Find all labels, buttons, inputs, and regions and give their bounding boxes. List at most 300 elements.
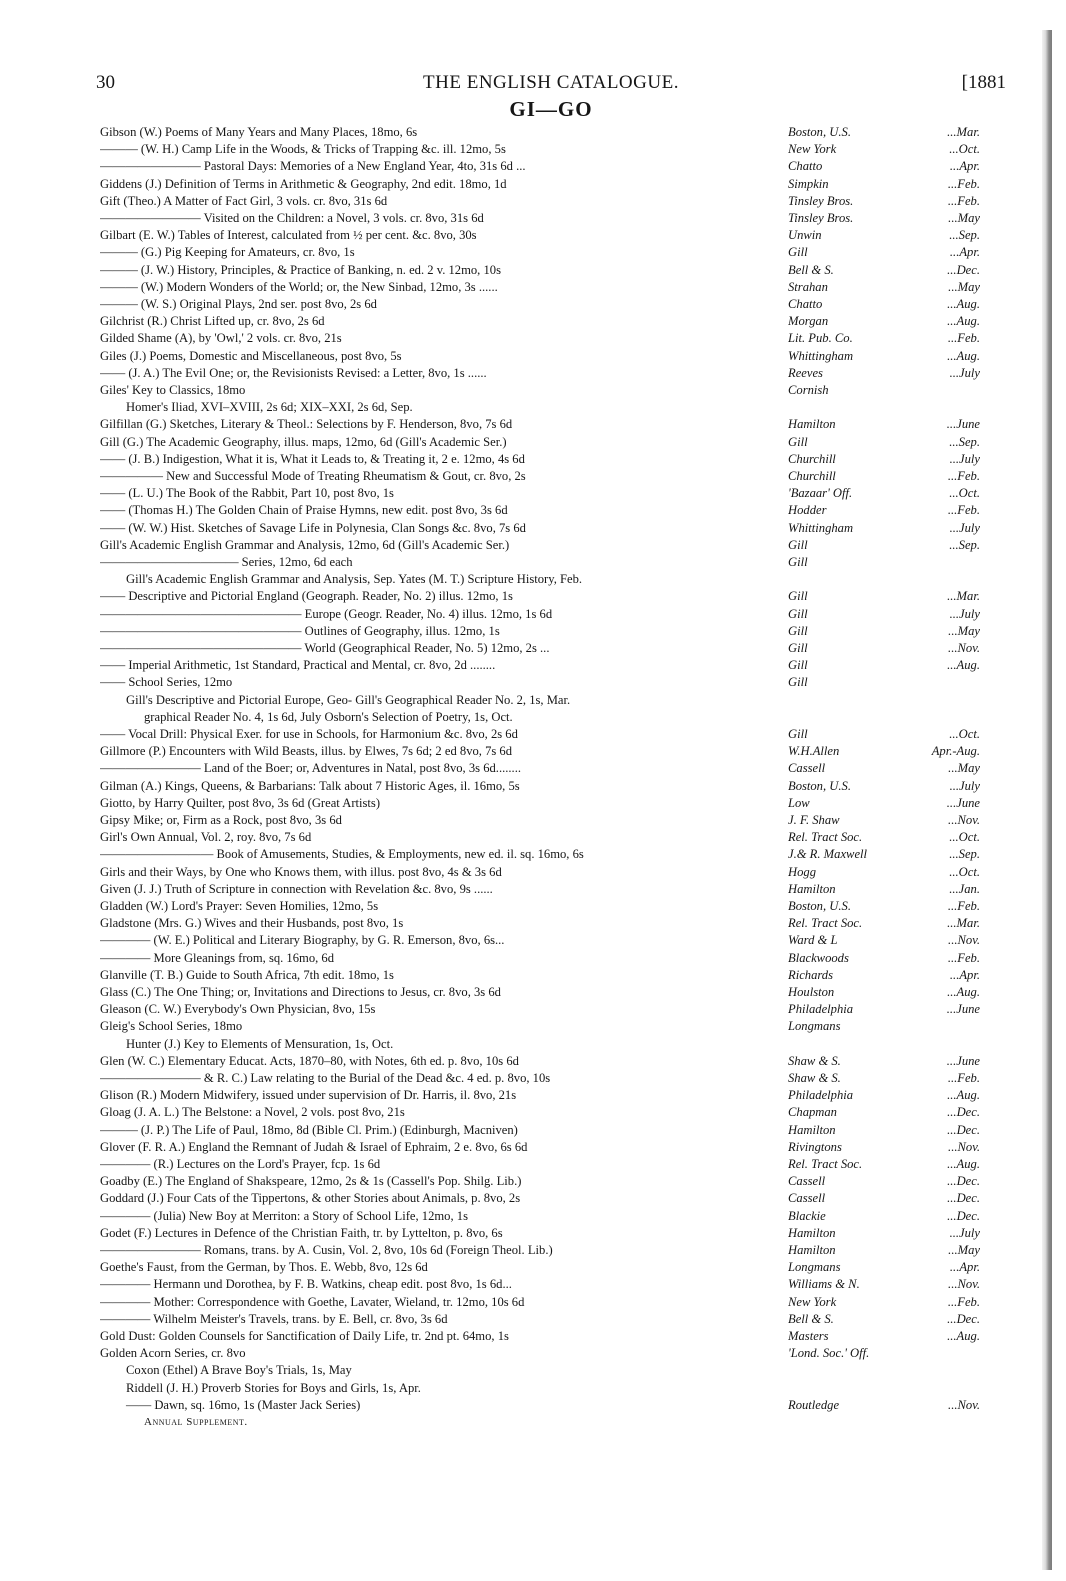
- entry-publisher: [788, 330, 980, 347]
- entry-title: Glison (R.) Modern Midwifery, issued under supervision of Dr. Harris, il. 8vo, 21s: [100, 1088, 517, 1103]
- entry-month: ...Feb.: [947, 1294, 980, 1309]
- entry-publisher: [788, 984, 980, 1001]
- entry-title: Glover (F. R. A.) England the Remnant of Judah & Israel of Ephraim, 2 e. 8vo, 6s 6d: [100, 1139, 528, 1154]
- entry-publisher: [788, 262, 980, 279]
- catalogue-entry: [100, 932, 980, 949]
- entry-title: —— (W. W.) Hist. Sketches of Savage Life in Polynesia, Clan Songs &c. 8vo, 7s 6d: [100, 520, 526, 535]
- catalogue-entry: [100, 674, 980, 691]
- entry-publisher: [788, 1190, 980, 1207]
- entry-title: Gloag (J. A. L.) The Belstone: a Novel, 2 vols. post 8vo, 21s: [100, 1105, 405, 1120]
- entry-month: ...Aug.: [947, 348, 980, 363]
- catalogue-entry: [100, 709, 980, 726]
- entry-title: Gilman (A.) Kings, Queens, & Barbarians: Talk about 7 Historic Ages, il. 16mo, 5s: [100, 778, 520, 793]
- running-header: [96, 72, 1006, 94]
- catalogue-entry: [100, 537, 980, 554]
- publisher-name: Blackwoods: [788, 950, 849, 965]
- catalogue-entry: [100, 451, 980, 468]
- entry-publisher: [788, 950, 980, 967]
- catalogue-entry: [100, 1362, 980, 1379]
- entry-publisher: [788, 881, 980, 898]
- publisher-name: Ward & L: [788, 933, 838, 948]
- publisher-name: Gill: [788, 589, 808, 604]
- entry-publisher: [788, 726, 980, 743]
- catalogue-entry: [100, 864, 980, 881]
- entry-publisher: [788, 1173, 980, 1190]
- entry-month: ...July: [949, 778, 980, 793]
- entry-title: Gift (Theo.) A Matter of Fact Girl, 3 vols. cr. 8vo, 31s 6d: [100, 193, 388, 208]
- entry-publisher: [788, 1276, 980, 1293]
- entry-publisher: [788, 1345, 980, 1362]
- entry-title: Giddens (J.) Definition of Terms in Arithmetic & Geography, 2nd edit. 18mo, 1d: [100, 176, 507, 191]
- entry-title: ———— Hermann und Dorothea, by F. B. Watkins, cheap edit. post 8vo, 1s 6d...: [100, 1277, 512, 1292]
- entry-month: ...Nov.: [948, 813, 980, 827]
- entry-title: —— School Series, 12mo: [100, 675, 233, 690]
- publisher-name: Strahan: [788, 279, 828, 294]
- entry-month: ...May: [948, 761, 980, 776]
- entry-publisher: [788, 588, 980, 605]
- publisher-name: Tinsley Bros.: [788, 193, 854, 208]
- catalogue-entry: [100, 313, 980, 330]
- entry-title: ——— (J. W.) History, Principles, & Practice of Banking, n. ed. 2 v. 12mo, 10s: [100, 262, 501, 277]
- catalogue-entry: [100, 950, 980, 967]
- year-marker: [1881: [961, 72, 1006, 93]
- catalogue-entry: [100, 881, 980, 898]
- entry-title: —— (J. A.) The Evil One; or, the Revisionists Revised: a Letter, 8vo, 1s ......: [100, 365, 487, 380]
- publisher-name: Shaw & S.: [788, 1053, 841, 1068]
- publisher-name: Hogg: [788, 864, 816, 879]
- entry-month: ...Feb.: [947, 899, 980, 913]
- publisher-name: Bell & S.: [788, 262, 834, 277]
- entry-month: ...Sep.: [949, 537, 980, 552]
- entry-title: Riddell (J. H.) Proverb Stories for Boys and Girls, 1s, Apr.: [126, 1380, 421, 1395]
- entry-title: ————————— Book of Amusements, Studies, & Employments, new ed. il. sq. 16mo, 6s: [100, 847, 584, 862]
- catalogue-entry: [100, 657, 980, 674]
- entry-title: Gilchrist (R.) Christ Lifted up, cr. 8vo, 2s 6d: [100, 314, 325, 329]
- publisher-name: 'Bazaar' Off.: [788, 486, 853, 501]
- publisher-name: J.& R. Maxwell: [788, 847, 868, 862]
- entry-title: ———————————————— Outlines of Geography, illus. 12mo, 1s: [100, 623, 500, 638]
- publisher-name: Philadelphia: [788, 1002, 854, 1017]
- entry-publisher: [788, 141, 980, 158]
- entry-publisher: [788, 743, 980, 760]
- entry-title: Godet (F.) Lectures in Defence of the Christian Faith, tr. by Lyttelton, p. 8vo, 6s: [100, 1225, 503, 1240]
- entry-title: Goadby (E.) The England of Shakspeare, 12mo, 2s & 1s (Cassell's Pop. Shilg. Lib.): [100, 1174, 522, 1189]
- catalogue-entry: [100, 967, 980, 984]
- catalogue-entry: [100, 434, 980, 451]
- entry-publisher: [788, 210, 980, 227]
- publisher-name: Boston, U.S.: [788, 778, 851, 793]
- publisher-name: Gill: [788, 641, 808, 655]
- publisher-name: Masters: [788, 1329, 829, 1343]
- catalogue-entry: [100, 210, 980, 227]
- catalogue-entry: [100, 1173, 980, 1190]
- catalogue-entry: [100, 1018, 980, 1035]
- catalogue-entry: [100, 330, 980, 347]
- entry-publisher: [788, 1328, 980, 1345]
- catalogue-entry: [100, 846, 980, 863]
- publisher-name: Chapman: [788, 1105, 837, 1120]
- entry-title: Gilfillan (G.) Sketches, Literary & Theol.: Selections by F. Henderson, 8vo, 7s 6d: [100, 417, 513, 432]
- entry-title: —— Dawn, sq. 16mo, 1s (Master Jack Series): [126, 1397, 361, 1412]
- catalogue-entry: [100, 1156, 980, 1173]
- catalogue-entry: [100, 760, 980, 777]
- publisher-name: Cornish: [788, 383, 829, 397]
- entry-title: Gillmore (P.) Encounters with Wild Beasts, illus. by Elwes, 7s 6d; 2 ed 8vo, 7s 6d: [100, 744, 513, 759]
- catalogue-entry: [100, 416, 980, 433]
- publisher-name: Whittingham: [788, 520, 854, 535]
- entry-publisher: [788, 1053, 980, 1070]
- entry-month: ...Oct.: [949, 864, 980, 879]
- entry-month: ...Feb.: [947, 176, 980, 191]
- catalogue-entry: [100, 485, 980, 502]
- catalogue-entry: [100, 1259, 980, 1276]
- catalogue-entry: [100, 1087, 980, 1104]
- publisher-name: W.H.Allen: [788, 744, 840, 759]
- entry-title: Hunter (J.) Key to Elements of Mensuration, 1s, Oct.: [126, 1036, 394, 1051]
- entry-publisher: [788, 227, 980, 244]
- entry-publisher: [788, 485, 980, 502]
- publisher-name: Gill: [788, 434, 808, 449]
- entry-title: —— Imperial Arithmetic, 1st Standard, Practical and Mental, cr. 8vo, 2d ........: [100, 658, 496, 673]
- entry-month: ...May: [948, 211, 980, 225]
- catalogue-entry: [100, 692, 980, 709]
- entry-month: ...Apr.: [949, 1260, 980, 1275]
- publisher-name: Churchill: [788, 451, 836, 466]
- catalogue-entry: [100, 1242, 980, 1259]
- entry-month: ...Dec.: [947, 1311, 980, 1326]
- entry-publisher: [788, 124, 980, 141]
- entry-publisher: [788, 760, 980, 777]
- entry-month: ...July: [949, 365, 980, 380]
- entry-publisher: [788, 348, 980, 365]
- entry-title: Gill's Descriptive and Pictorial Europe, Geo- Gill's Geographical Reader No. 2, 1s, Mar.: [126, 692, 571, 707]
- entry-publisher: [788, 1225, 980, 1242]
- publisher-name: Bell & S.: [788, 1311, 834, 1326]
- entry-month: ...July: [949, 606, 980, 621]
- catalogue-entry: [100, 365, 980, 382]
- entry-month: ...Aug.: [947, 297, 980, 311]
- publisher-name: New York: [788, 1294, 837, 1309]
- entry-publisher: [788, 1397, 980, 1414]
- entry-month: ...Feb.: [947, 331, 980, 346]
- entry-publisher: [788, 502, 980, 519]
- entry-publisher: [788, 1311, 980, 1328]
- publisher-name: Churchill: [788, 469, 836, 483]
- publisher-name: Gill: [788, 623, 808, 638]
- entry-publisher: [788, 158, 980, 175]
- publisher-name: Cassell: [788, 1174, 826, 1189]
- entry-publisher: [788, 829, 980, 846]
- entry-month: ...Mar.: [947, 125, 980, 139]
- catalogue-entry: [100, 640, 980, 657]
- publisher-name: Gill: [788, 606, 808, 621]
- entry-publisher: [788, 537, 980, 554]
- entry-month: Apr.-Aug.: [931, 744, 980, 759]
- entry-month: ...Aug.: [947, 1157, 980, 1171]
- entry-title: Gladstone (Mrs. G.) Wives and their Husbands, post 8vo, 1s: [100, 916, 404, 931]
- catalogue-entry: [100, 915, 980, 932]
- entry-title: Gilded Shame (A), by 'Owl,' 2 vols. cr. 8vo, 21s: [100, 331, 342, 346]
- entry-month: ...Nov.: [948, 1277, 980, 1292]
- entry-month: ...Dec.: [947, 1174, 980, 1189]
- entry-month: ...Oct.: [949, 142, 980, 157]
- entry-title: Gilbart (E. W.) Tables of Interest, calculated from ½ per cent. &c. 8vo, 30s: [100, 228, 477, 243]
- catalogue-entry: [100, 984, 980, 1001]
- catalogue-entry: [100, 743, 980, 760]
- catalogue-entry: [100, 623, 980, 640]
- publisher-name: Chatto: [788, 159, 823, 174]
- publisher-name: Rel. Tract Soc.: [788, 1157, 863, 1171]
- entry-publisher: [788, 1139, 980, 1156]
- entry-publisher: [788, 1259, 980, 1276]
- catalogue-entry: [100, 829, 980, 846]
- entry-publisher: [788, 932, 980, 949]
- entry-month: ...July: [949, 451, 980, 466]
- publisher-name: Hamilton: [788, 881, 836, 896]
- publisher-name: Richards: [788, 967, 834, 982]
- catalogue-entry: [100, 193, 980, 210]
- entry-month: ...Oct.: [949, 830, 980, 845]
- publisher-name: Gill: [788, 658, 808, 673]
- catalogue-entry: [100, 554, 980, 571]
- entry-title: Girls and their Ways, by One who Knows them, with illus. post 8vo, 4s & 3s 6d: [100, 864, 502, 879]
- entry-month: ...Mar.: [947, 589, 980, 604]
- catalogue-entry: [100, 606, 980, 623]
- entry-publisher: [788, 1070, 980, 1087]
- entry-publisher: [788, 1087, 980, 1104]
- publisher-name: Lit. Pub. Co.: [788, 331, 853, 346]
- entry-publisher: [788, 623, 980, 640]
- entry-title: ———————— Pastoral Days: Memories of a New England Year, 4to, 31s 6d ...: [100, 159, 526, 174]
- entry-month: ...May: [948, 279, 980, 294]
- entry-publisher: [788, 313, 980, 330]
- publisher-name: Boston, U.S.: [788, 125, 851, 139]
- entry-title: ——— (W. S.) Original Plays, 2nd ser. post 8vo, 2s 6d: [100, 297, 377, 311]
- publisher-name: Hamilton: [788, 1225, 836, 1240]
- entry-title: ——— (W. H.) Camp Life in the Woods, & Tricks of Trapping &c. ill. 12mo, 5s: [100, 142, 506, 157]
- entry-month: ...Sep.: [949, 228, 980, 243]
- entry-title: ——— (W.) Modern Wonders of the World; or, the New Sinbad, 12mo, 3s ......: [100, 279, 498, 294]
- publisher-name: Hamilton: [788, 1243, 836, 1257]
- entry-publisher: [788, 416, 980, 433]
- entry-month: ...Feb.: [947, 950, 980, 965]
- entry-title: Gladden (W.) Lord's Prayer: Seven Homilies, 12mo, 5s: [100, 899, 379, 913]
- entry-title: Gill's Academic English Grammar and Analysis, 12mo, 6d (Gill's Academic Ser.): [100, 537, 510, 552]
- entry-month: ...Sep.: [949, 434, 980, 449]
- entry-title: Homer's Iliad, XVI–XVIII, 2s 6d; XIX–XXI, 2s 6d, Sep.: [126, 400, 413, 415]
- catalogue-entry: [100, 502, 980, 519]
- entry-month: ...Nov.: [948, 933, 980, 948]
- publisher-name: Longmans: [788, 1260, 841, 1275]
- entry-publisher: [788, 640, 980, 657]
- entry-title: ———————— Land of the Boer; or, Adventures in Natal, post 8vo, 3s 6d........: [100, 761, 521, 776]
- catalogue-entry: [100, 795, 980, 812]
- entry-month: ...Dec.: [947, 1191, 980, 1206]
- catalogue-entry: [100, 1190, 980, 1207]
- publisher-name: Blackie: [788, 1208, 826, 1223]
- publisher-name: Rel. Tract Soc.: [788, 916, 863, 931]
- entry-title: —— (L. U.) The Book of the Rabbit, Part 10, post 8vo, 1s: [100, 486, 394, 501]
- entry-publisher: [788, 606, 980, 623]
- entry-title: graphical Reader No. 4, 1s 6d, July Osborn's Selection of Poetry, 1s, Oct.: [144, 709, 513, 724]
- entry-month: ...July: [949, 1225, 980, 1240]
- publisher-name: Low: [788, 795, 810, 810]
- entry-month: ...Dec.: [947, 1122, 980, 1137]
- entry-publisher: [788, 1294, 980, 1311]
- entry-title: Gibson (W.) Poems of Many Years and Many Places, 18mo, 6s: [100, 125, 418, 139]
- catalogue-entry: [100, 227, 980, 244]
- publisher-name: Gill: [788, 537, 808, 552]
- entry-publisher: [788, 1122, 980, 1139]
- catalogue-entry: [100, 898, 980, 915]
- entry-month: ...Apr.: [949, 245, 980, 260]
- entry-title: Gill's Academic English Grammar and Analysis, Sep. Yates (M. T.) Scripture History, Feb.: [126, 572, 583, 587]
- publisher-name: Houlston: [788, 985, 835, 999]
- entry-month: ...Apr.: [949, 159, 980, 174]
- entry-title: Glen (W. C.) Elementary Educat. Acts, 1870–80, with Notes, 6th ed. p. 8vo, 10s 6d: [100, 1053, 519, 1068]
- catalogue-entry: [100, 399, 980, 416]
- catalogue-entry: [100, 1139, 980, 1156]
- entry-month: ...Aug.: [947, 1329, 980, 1343]
- entry-title: —— (Thomas H.) The Golden Chain of Praise Hymns, new edit. post 8vo, 3s 6d: [100, 503, 508, 518]
- page-number: 30: [96, 72, 115, 93]
- entry-title: Given (J. J.) Truth of Scripture in connection with Revelation &c. 8vo, 9s ......: [100, 881, 493, 896]
- publisher-name: Tinsley Bros.: [788, 211, 854, 225]
- entry-title: Giles' Key to Classics, 18mo: [100, 383, 246, 397]
- catalogue-entry: [100, 1070, 980, 1087]
- entry-month: ...Sep.: [949, 847, 980, 862]
- publisher-name: Williams & N.: [788, 1277, 860, 1292]
- entry-month: ...June: [946, 1002, 980, 1017]
- publisher-name: Philadelphia: [788, 1088, 854, 1103]
- entry-publisher: [788, 1156, 980, 1173]
- catalogue-entry: [100, 1104, 980, 1121]
- entry-title: Gleig's School Series, 18mo: [100, 1019, 243, 1034]
- entry-month: ...Dec.: [947, 1105, 980, 1120]
- entry-title: ——— (G.) Pig Keeping for Amateurs, cr. 8vo, 1s: [100, 245, 355, 260]
- entry-publisher: [788, 451, 980, 468]
- catalogue-entry: [100, 348, 980, 365]
- publisher-name: Cassell: [788, 1191, 826, 1206]
- catalogue-entry: [100, 176, 980, 193]
- binding-edge: [1042, 30, 1052, 1570]
- entry-title: Gill (G.) The Academic Geography, illus. maps, 12mo, 6d (Gill's Academic Ser.): [100, 434, 507, 449]
- entry-month: ...Jan.: [949, 881, 980, 896]
- entry-title: —— (J. B.) Indigestion, What it is, What it Leads to, & Treating it, 2 e. 12mo, 4s 6d: [100, 451, 525, 466]
- entry-publisher: [788, 1001, 980, 1018]
- entry-title: Gleason (C. W.) Everybody's Own Physician, 8vo, 15s: [100, 1002, 376, 1017]
- entry-month: ...Aug.: [947, 658, 980, 673]
- entry-title: ———— More Gleanings from, sq. 16mo, 6d: [100, 950, 335, 965]
- entry-publisher: [788, 898, 980, 915]
- entry-publisher: [788, 176, 980, 193]
- catalogue-entry: [100, 244, 980, 261]
- entry-month: ...Feb.: [947, 503, 980, 518]
- entry-title: Giles (J.) Poems, Domestic and Miscellaneous, post 8vo, 5s: [100, 348, 402, 363]
- catalogue-entry: [100, 158, 980, 175]
- entry-title: ————— New and Successful Mode of Treating Rheumatism & Gout, cr. 8vo, 2s: [100, 469, 526, 483]
- entry-title: Glass (C.) The One Thing; or, Invitations and Directions to Jesus, cr. 8vo, 3s 6d: [100, 985, 501, 999]
- entry-title: ———— (W. E.) Political and Literary Biography, by G. R. Emerson, 8vo, 6s...: [100, 933, 505, 948]
- entry-month: ...Nov.: [948, 1397, 980, 1412]
- publisher-name: Hamilton: [788, 417, 836, 432]
- entry-publisher: [788, 1018, 980, 1035]
- entry-title: Goethe's Faust, from the German, by Thos. E. Webb, 8vo, 12s 6d: [100, 1260, 428, 1275]
- catalogue-entry: [100, 382, 980, 399]
- catalogue-entry: [100, 262, 980, 279]
- entry-publisher: [788, 674, 980, 691]
- entry-publisher: [788, 812, 980, 829]
- entry-title: Annual Supplement.: [144, 1416, 248, 1428]
- entry-month: ...May: [948, 1243, 980, 1257]
- entry-title: —— Descriptive and Pictorial England (Geograph. Reader, No. 2) illus. 12mo, 1s: [100, 589, 513, 604]
- entry-month: ...Aug.: [947, 1088, 980, 1103]
- catalogue-entry: [100, 726, 980, 743]
- catalogue-entry: [100, 520, 980, 537]
- catalogue-entry: [100, 1311, 980, 1328]
- entry-month: ...Feb.: [947, 469, 980, 483]
- entry-month: ...Nov.: [948, 641, 980, 655]
- catalogue-entry: [100, 279, 980, 296]
- entry-publisher: [788, 520, 980, 537]
- entry-title: ———————— Visited on the Children: a Novel, 3 vols. cr. 8vo, 31s 6d: [100, 211, 484, 225]
- publisher-name: Routledge: [788, 1397, 840, 1412]
- catalogue-entry: [100, 1122, 980, 1139]
- publisher-name: Gill: [788, 675, 808, 690]
- catalogue-entry: [100, 1225, 980, 1242]
- entry-title: ———————————————— World (Geographical Reader, No. 5) 12mo, 2s ...: [100, 641, 550, 655]
- entry-publisher: [788, 967, 980, 984]
- entry-month: ...Feb.: [947, 1071, 980, 1085]
- catalogue-entry: [100, 141, 980, 158]
- entry-title: Giotto, by Harry Quilter, post 8vo, 3s 6d (Great Artists): [100, 795, 381, 810]
- entry-publisher: [788, 846, 980, 863]
- entry-month: ...Nov.: [948, 1139, 980, 1154]
- entry-publisher: [788, 365, 980, 382]
- catalogue-entry: [100, 124, 980, 141]
- entry-title: ———— (Julia) New Boy at Merriton: a Story of School Life, 12mo, 1s: [100, 1208, 468, 1223]
- entry-title: ———— Mother: Correspondence with Goethe, Lavater, Wieland, tr. 12mo, 10s 6d: [100, 1294, 525, 1309]
- entry-title: Gipsy Mike; or, Firm as a Rock, post 8vo, 3s 6d: [100, 813, 342, 827]
- entry-publisher: [788, 1208, 980, 1225]
- running-title: THE ENGLISH CATALOGUE.: [423, 72, 679, 93]
- publisher-name: Shaw & S.: [788, 1071, 841, 1085]
- publisher-name: Gill: [788, 245, 808, 260]
- publisher-name: Gill: [788, 727, 808, 741]
- entry-publisher: [788, 915, 980, 932]
- entry-title: ——————————— Series, 12mo, 6d each: [100, 555, 353, 569]
- entry-publisher: [788, 554, 980, 571]
- entry-month: ...June: [946, 417, 980, 432]
- publisher-name: Unwin: [788, 228, 822, 243]
- catalogue-entry: [100, 1397, 980, 1414]
- catalogue-entry: [100, 1414, 980, 1431]
- catalogue-entry: [100, 1036, 980, 1053]
- entry-title: ———— Wilhelm Meister's Travels, trans. by E. Bell, cr. 8vo, 3s 6d: [100, 1311, 448, 1326]
- entry-publisher: [788, 279, 980, 296]
- entry-title: Glanville (T. B.) Guide to South Africa, 7th edit. 18mo, 1s: [100, 967, 394, 982]
- entry-publisher: [788, 795, 980, 812]
- entry-publisher: [788, 864, 980, 881]
- publisher-name: Reeves: [788, 365, 823, 380]
- entry-publisher: [788, 1242, 980, 1259]
- catalogue-entry: [100, 296, 980, 313]
- entry-publisher: [788, 296, 980, 313]
- entry-month: ...Aug.: [947, 985, 980, 999]
- entry-title: Coxon (Ethel) A Brave Boy's Trials, 1s, May: [126, 1363, 352, 1378]
- entry-publisher: [788, 434, 980, 451]
- entry-publisher: [788, 657, 980, 674]
